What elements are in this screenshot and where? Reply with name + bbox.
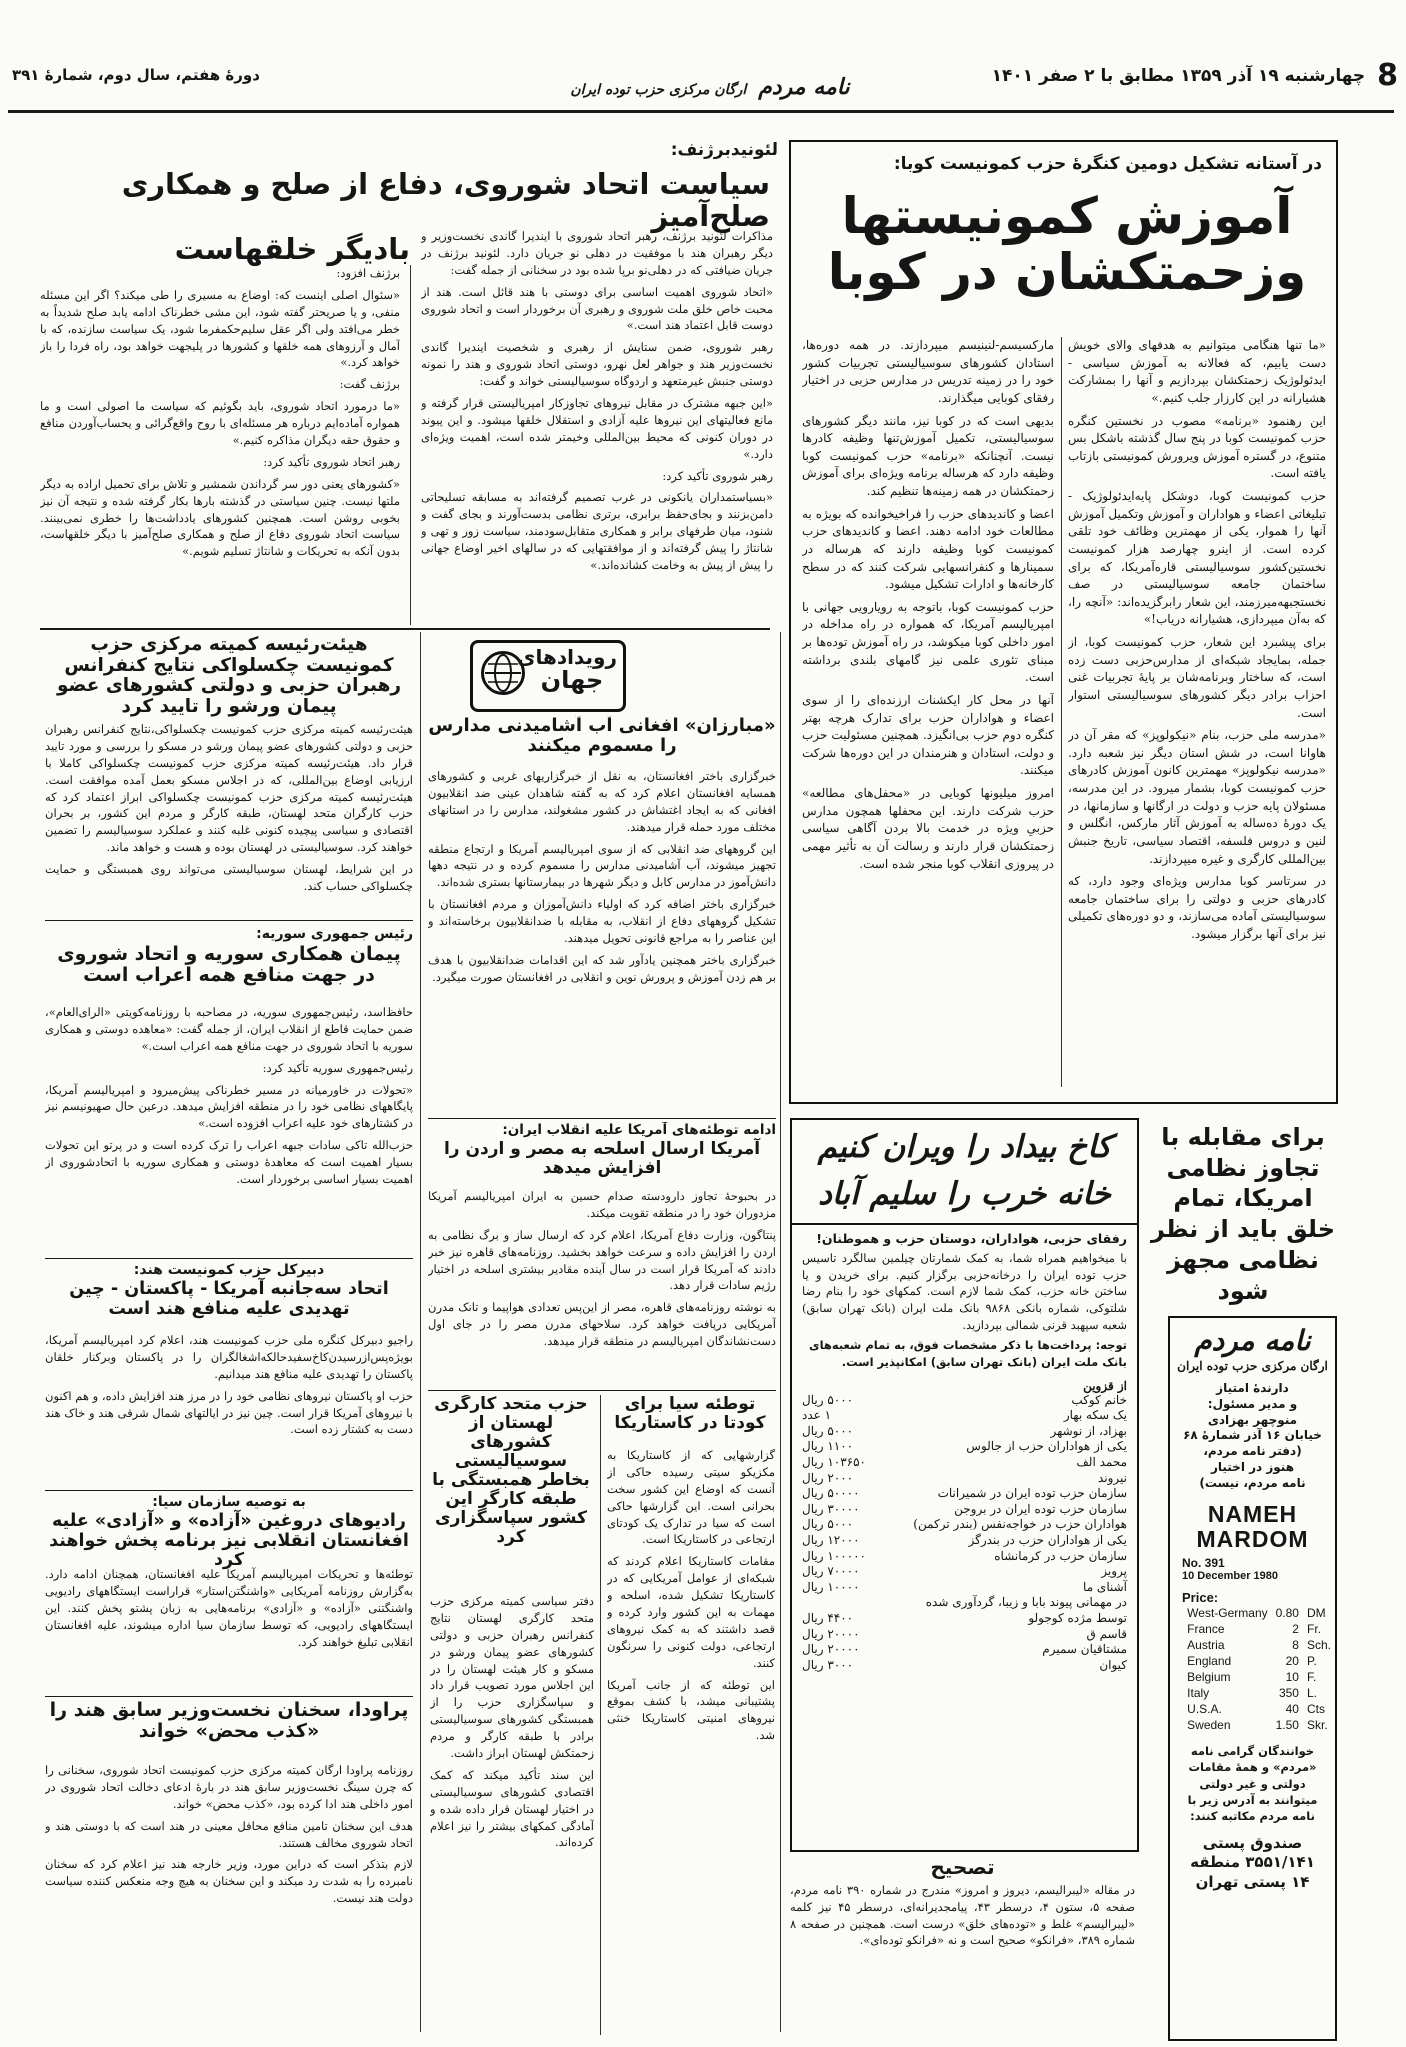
afghan-rule [428,1118,776,1119]
donation-name: خانم کوکب [1071,1392,1127,1407]
donation-amount: ۴۴۰۰ ریال [802,1611,854,1626]
cuba-paragraph: مارکسیسم-لنینیسم میپردازند. در همه دوره‌ها، استادان کشورهای سوسیالیستی تجربیات کشور خود را در زمینه تدریس در مدارس حزبی در اختیار رفقای کوبایی میگذارند. [802,338,1054,405]
poland-article [428,1395,594,2035]
price-unit: Fr. [1306,1622,1321,1637]
radio-kicker: به توصیه سازمان سیا: [152,1494,306,1510]
issue-no: No. 391 [1182,1556,1225,1571]
donation-amount: ۱۰۳۶۵۰ ریال [802,1455,866,1470]
price-row [1183,1637,1335,1653]
donation-amount: ۱۰۰۰۰۰ ریال [802,1548,866,1563]
donation-name: یکی از هواداران حزب از جالوس [966,1439,1127,1454]
afghan-paragraph: خبرگزاری باختر افغانستان، به نقل از خبرگزاریهای غربی و کشورهای همسایه افغانستان اعلام کرد که به گفته شاهدان عینی ضد انقلابیون افغانی که به ایجاد اغتشاش در کشور مشغولند، مدارس را در استانهای مختلف مورد حمله قرار میدهند. [428,769,776,834]
poland-paragraph: دفتر سیاسی کمیته مرکزی حزب متحد کارگری لهستان نتایج کنفرانس رهبران حزبی و دولتی کشورهای عضو پیمان ورشو در مسکو و کار هیئت لهستان را در این اجلاس مورد تصویب قرار داد و سپاسگزاری حزب را از همبستگی کشورهای سوسیالیستی برادر با طبقه کارگر و مردم زحمتکش لهستان ابراز داشت. [430,1594,594,1761]
correction-article [790,1856,1135,2036]
calligraphy-line-1: کاخ بیداد را ویران کنیم [817,1129,1112,1165]
cuba-paragraph: «ما تنها هنگامی میتوانیم به هدفهای والای خویش دست یابیم، که فعالانه به آموزش سیاسی - ایدئولوژیک زحمتکشان بپردازیم و آنها را بمشارکت هشیارانه در این کارزار جلب کنیم.» [1068,338,1326,405]
donation-amount: ۳۰۰۰۰ ریال [802,1501,860,1516]
brezhnev-column-divider [410,265,411,625]
czech-rule [45,920,413,921]
brezhnev-paragraph: رهبر شوروی، ضمن ستایش از رهبری و شخصیت ایندیرا گاندی نخست‌وزیر هند و جواهر لعل نهرو، دوستی اتحاد شوروی و هند را نمونه دوستی جنبش غیرمتعهد و اردوگاه سوسیالیستی خواند و گفت: [421,340,773,389]
donation-name: قاسم ق [1086,1626,1127,1641]
donation-row [802,1424,1127,1440]
issue-line: دورهٔ هفتم، سال دوم، شمارهٔ ۳۹۱ [12,66,260,84]
brezhnev-paragraph: برژنف گفت: [339,377,400,392]
arms-article [428,1122,776,1402]
cuba-column-left [802,337,1054,1092]
price-row [1183,1685,1335,1701]
calligraphy-line-2: خانه خرب را سلیم آباد [818,1175,1111,1212]
donation-row [802,1517,1127,1533]
syria-kicker: رئیس جمهوری سوریه: [256,926,413,942]
price-value: 8 [1292,1638,1299,1653]
radio-body [45,1566,413,1691]
donation-amount: ۱۱۰۰ ریال [802,1439,854,1454]
donation-row [802,1455,1127,1471]
brezhnev-paragraph: «بسیاستمداران یانکونی در غرب تصمیم گرفته‌اند به مسابقه تسلیحاتی دامن‌بزنند و بجای‌حفظ برابری، برتری نظامی بدست‌آورند و بجای گفت و شنود، میان طرفهای برابر و همکاری متقابل‌سودمند، سیاست زور و تهی و شانتاژ را پیش گرفته‌اند و از موافقتهایی که در سالهای اخیر اوضاع جهانی را پیش از پیش به وخامت کشانده‌اند.» [421,490,773,573]
donation-amount: ۷۰۰۰۰ ریال [802,1564,860,1579]
syria-paragraph: حافظ‌اسد، رئیس‌جمهوری سوریه، در مصاحبه با روزنامه‌کویتی «الرای‌العام»، ضمن حمایت قاطع از انقلاب ایران، از جمله گفت: «معاهده دوستی و همکاری سوریه با اتحاد شوروی در جهت منافع همه اعراب است.» [45,1005,413,1053]
costa-rica-paragraph: مقامات کاستاریکا اعلام کردند که شبکه‌ای از عوامل آمریکایی که در کاستاریکا تشکیل شده، اسلحه و مهمات به این کشور وارد کرده و قصد داشتند که به کمک نیروهای ارتجاعی، دولت کنونی را سرنگون کنند. [607,1554,775,1670]
donation-name: یک سکه بهار [1063,1408,1127,1423]
donation-name: سازمان حزب توده ایران در شمیرانات [937,1486,1127,1501]
donation-amount: ۵۰۰۰ ریال [802,1517,854,1532]
donation-row [802,1486,1127,1502]
price-unit: P. [1306,1654,1317,1669]
middle-bottom-divider [600,1395,601,2035]
donation-row [802,1408,1127,1424]
donation-amount: ۲۰۰۰ ریال [802,1470,854,1485]
radio-paragraph: توطئه‌ها و تحریکات امپریالیسم آمریکا علیه افغانستان، همچنان ادامه دارد. به‌گزارش روزنامه آمریکایی «واشنگتن‌استار» قراراست ایستگاههای رادیویی واشنگتنی «آزاده» و «آزادی» برنامه‌هایی به زبان پشتو پخش کنند. این ایستگاههای رادیویی، که توسط سازمان سیا اداره میشوند، علیه افغانستان انقلابی تبلیغ خواهند کرد. [45,1567,413,1649]
price-value: 20 [1285,1654,1299,1669]
afghan-paragraph: خبرگزاری باختر اضافه کرد که اولیاء دانش‌آموزان و مردم افغانستان با تشکیل گروههای دفاع از انقلاب، به مقابله با ضدانقلابیون برخاسته‌اند و این عناصر را به مراجع قانونی تحویل میدهند. [428,897,776,946]
brezhnev-paragraph: «این جبهه مشترک در مقابل نیروهای تجاوزکار امپریالیستی قرار گرفته و مانع فعالیتهای این نیروها علیه آزادی و استقلال خلقها میشود. و این پیوند در دوران کنونی که محیط بین‌المللی وخیمتر شده است، اهمیت ویژه‌ای دارد.» [421,396,773,461]
pobox [1170,1834,1335,1893]
donation-amount: ۱ عدد [802,1408,832,1423]
pobox-line-1: صندوق پستی [1202,1833,1303,1852]
pravda-body [45,1762,413,2027]
afghan-body [428,768,776,1113]
brezhnev-bottom-rule [40,628,770,630]
price-unit: L. [1306,1686,1317,1701]
donation-name: توسط مژده کوجولو [1028,1611,1127,1626]
donation-row [802,1439,1127,1455]
syria-paragraph: حزب‌الله تاکی سادات جبهه اعراب را ترک کرده است و در پرتو این تحولات بسیار اهمیت است که معاهدهٔ دوستی و همکاری سوریه با اتحادشوروی از اهمیت بسیار اساسی برخوردار است. [45,1138,413,1187]
page-number: 8 [1377,58,1398,88]
donation-amount: ۲۰۰۰۰ ریال [802,1626,860,1641]
syria-paragraph: رئیس‌جمهوری سوریه تأکید کرد: [262,1060,413,1075]
masthead-title: نامه مردم [1194,1324,1311,1357]
price-unit: Skr. [1306,1718,1328,1733]
price-value: 10 [1285,1670,1299,1685]
poland-title: حزب متحد کارگری لهستان از کشورهای سوسیالیستی بخاطر همبستگی با طبقه کارگر این کشور سپاسگزاری کرد [432,1395,590,1548]
arms-paragraph: در بحبوحهٔ تجاوز دارودسته صدام حسین به ایران امپریالیسم آمریکا مزدوران خود را در منطقه تقویت میکند. [428,1189,776,1220]
price-value: 40 [1285,1702,1299,1717]
price-row [1183,1701,1335,1717]
editor-line: و مدیر مسئول: [1207,1396,1298,1411]
brezhnev-title-line-1: سیاست اتحاد شوروی، دفاع از صلح و همکاری صلح‌آمیز [121,168,770,234]
header-paper-subtitle: ارگان مرکزی حزب توده ایران [570,82,747,98]
brezhnev-kicker: لئونیدبرژنف: [670,140,778,160]
donation-row [802,1611,1127,1627]
price-unit: Cts [1306,1702,1325,1717]
donation-row [802,1627,1127,1643]
cuba-title [812,188,1322,300]
pakistan-paragraph: راجیو دبیرکل کنگره ملی حزب کمونیست هند، اعلام کرد امپریالیسم آمریکا، بویژه‌پس‌ازرسیدن‌کاخ‌سفیدحالکه‌اشغالگران را در پاکستان وبرکنار خلقان پاکستان را تهدیدی علیه منافع هند میدانیم. [45,1333,413,1381]
donation-name: نیروند [1097,1470,1127,1485]
header-date [858,58,1398,88]
donation-name: آشنای ما [1083,1579,1127,1594]
arms-paragraph: به نوشته روزنامه‌های قاهره، مصر از این‌پس تعدادی هواپیما و تانک مدرن آمریکایی دریافت خواهد کرد. سلاحهای مدرن مصر را در جای اول دست‌نشاندگان امپریالیسم در منطقه قرار میدهد. [428,1300,776,1349]
cuba-paragraph: بدیهی است که در کوبا نیز، مانند دیگر کشورهای سوسیالیستی، تکمیل آموزش‌تنها وظیفه کادرها نیست. آنچنانکه «برنامه» حزب کمونیست کوبا وظیفه دارد که هرساله برنامه ویژه‌ای برای آموزش زحمتکشان در همه زمینه‌ها تنظیم کند. [802,413,1054,498]
donation-name: سازمان حزب توده ایران در بروجن [954,1501,1127,1516]
pakistan-rule [45,1490,413,1491]
donation-list [802,1393,1127,1674]
editor-info [1170,1381,1335,1492]
price-table [1183,1605,1335,1733]
donation-amount: ۱۲۰۰۰ ریال [802,1533,860,1548]
editor-line: منوچهر بهزادی [1207,1412,1298,1427]
brezhnev-paragraph: «کشورهای یعنی دور سر گرداندن شمشیر و تلاش برای تحمیل اراده به دیگر ملتها نیست. چنین سیاستی در گذشته بارها بکار گرفته شده و نتیجه آن نیز بخوبی روشن است. همچنین کشورهای یادداشت‌ها را خطری نمی‌بینند. سیاست اتحاد شوروی دفاع از صلح و همکاری صلح‌آمیز با دیگر خلقهاست، بدون آنکه به تحریکات و شانتاژ تسلیم شویم.» [40,476,400,559]
cuba-paragraph: امروز میلیونها کوبایی در «محفل‌های مطالعه» حزب شرکت دارند. این محفلها همچون مدارس حزبیِ ویژه در خدمت بالا بردن آگاهی سیاسی زحمتکشان قرار دارند و رسالت آن به تأثیر مهمی در پیروزی انقلاب کوبا منجر شده است. [802,786,1054,871]
donation-intro: رفقای حزبی، هواداران، دوستان حزب و هموطنان! [816,1231,1127,1246]
arms-paragraph: پنتاگون، وزارت دفاع آمریکا، اعلام کرد که ارسال ساز و برگ نظامی به اردن را افزایش داده و سرعت خواهد بخشید. روزنامه‌های قاهره نیز خبر دادند که آمریکا قرار است در سال آینده مقادیر بیشتری اسلحه در اختیار رژیم سادات قرار دهد. [428,1227,776,1293]
price-row [1183,1653,1335,1669]
syria-body [45,1004,413,1254]
editor-line: دارندهٔ امتیاز [1216,1381,1289,1395]
cuba-article [789,140,1338,1104]
donation-list-title: از قزوین [1083,1378,1127,1393]
czech-paragraph: در این شرایط، لهستان سوسیالیستی می‌تواند روی همبستگی و حمایت چکسلواکی حساب کند. [45,862,413,894]
pakistan-paragraph: حزب او پاکستان نیروهای نظامی خود را در مرز هند افزایش داده، و هم اکنون با نیروهای آمریکا قرار است. چین نیز در ایالتهای شمال شرقی هند و خاک هند دست به کشتار زده است. [45,1388,413,1437]
pravda-title: پراودا، سخنان نخست‌وزیر سابق هند را «کذب محض» خواند [49,1700,409,1743]
price-country: England [1187,1654,1232,1669]
brezhnev-paragraph: «اتحاد شوروی اهمیت اساسی برای دوستی با هند قائل است. هند از محبت خاص خلق ملت شوروی و رهبری آن برخوردار است و اتحاد شوروی دوست قابل اعتماد هند است.» [421,284,773,333]
donation-amount: ۵۰۰۰ ریال [802,1392,854,1407]
price-label: Price: [1182,1590,1219,1606]
price-value: 1.50 [1275,1718,1299,1733]
radio-rule [45,1696,413,1697]
donation-name: مشتاقیان سمیرم [1042,1642,1127,1657]
cuba-paragraph: حزب کمونیست کوبا، باتوجه به رویارویی جهانی با امپریالیسم آمریکا، که همواره در راه مداخله در امور داخلی کوبا میکوشد، در راه آموزش توده‌ها بر مبنای تئوری علمی نیز گامهای بلندی برداشته است. [802,599,1054,685]
afghan-paragraph: این گروههای ضد انقلابی که از سوی امپریالیسم آمریکا و ارتجاع منطقه تجهیز میشوند، آب آشامیدنی مدارس را مسموم کرده و در نتیجه دهها دانش‌آموز در مدارس کابل و دیگر شهرها در بیمارستانها بستری شده‌اند. [428,841,776,890]
price-country: Belgium [1187,1670,1231,1685]
donation-row [802,1595,1127,1611]
cuba-title-line-1: آموزش کمونیستها [841,187,1293,245]
price-country: Austria [1187,1638,1225,1653]
brezhnev-paragraph: مذاکرات لئونید برژنف، رهبر اتحاد شوروی با ایندیرا گاندی نخست‌وزیر و دیگر رهبران هند با موفقیت در دهلی نو جریان دارد. لئونید برژنف در جریان ضیافتی که در دهلی‌نو برپا شده بود در سخنانی از جمله گفت: [421,229,773,277]
radio-title: رادیوهای دروغین «آزاده» و «آزادی» علیه افغانستان انقلابی نیز برنامه پخش خواهند کرد [49,1511,409,1571]
price-country: Sweden [1187,1718,1231,1733]
brezhnev-paragraph: رهبر شوروی تأکید کرد: [662,468,773,483]
price-row [1183,1669,1335,1685]
price-value: 2 [1292,1622,1299,1637]
pobox-line-2: ۳۵۵۱/۱۴۱ منطقه [1190,1853,1315,1872]
price-unit: Sch. [1306,1638,1331,1653]
donation-row [802,1564,1127,1580]
price-value: 350 [1278,1686,1299,1701]
correction-title: تصحیح [930,1856,995,1879]
world-logo-line-1: رویدادهای [517,645,617,669]
pobox-line-3: ۱۴ پستی تهران [1195,1872,1310,1891]
brezhnev-paragraph: رهبر اتحاد شوروی تأکید کرد: [263,454,400,469]
issue-date: 10 December 1980 [1182,1570,1279,1583]
donation-row [802,1471,1127,1487]
cuba-paragraph: این رهنمود «برنامه» مصوب در نخستین کنگره حزب کمونیست کوبا در پنج سال گذشته باشکل بس متنوع، در گستره آموزش ویرورش کمونیستی بازتاب یافته است. [1068,413,1326,481]
cuba-column-divider [1061,337,1062,1087]
brezhnev-paragraph: «سئوال اصلی اینست که: اوضاع به مسیری را طی میکند؟ اگر این مسئله منفی، و یا صریحتر گفته شود، این مشی خطرناک ادامه یابد صلح شدیداً به خطر می‌افتد ولی اگر عقل سلیم‌حکمفرما شود، یک سیاست سازنده، که با آمال و آرزوهای همه خلقها و کشورها در پلیجهت خواهد بود، راه فردا را باز خواهد کرد.» [40,287,400,370]
editor-line: نامه مردم، نیست) [1199,1475,1306,1490]
donation-amount: ۵۰۰۰۰ ریال [802,1486,860,1501]
donation-body: با میخواهیم همراه شما، به کمک شمارتان چیلمین سالگرد تاسیس حزب توده ایران را درخانه‌حزبی برگزار کنیم. برای خریدن و یا ساختن خانه حزب، کمک شما لازم است. کمکهای خود را بنام رضا شلتوکی، شماره بانکی ۹۸۶۸ بانک ملت ایران (بانک تهران سابق) شعبه سپهبد قرنی شمالی بپردازید. [802,1251,1127,1332]
donation-name: بهزاد، از نوشهر [1050,1423,1127,1438]
price-unit: F. [1306,1670,1317,1685]
donation-row [802,1658,1127,1674]
donation-name: یکی از هواداران حزب در بندرگز [968,1533,1127,1548]
czech-paragraph: هیئت‌رئیسه کمیته مرکزی حزب کمونیست چکسلواکی،نتایج کنفرانس رهبران حزبی و دولتی کشورهای عضو پیمان ورشو در مسکو را بررسی و مورد تایید قرار داد. هیئت‌رئیسه کمیته مرکزی حزب کمونیست چکسلواکی کاملا با ارزیابی اوضاع بین‌المللی، که در اجلاس مسکو بعمل آمده موافقت است. هیئت‌رئیسه کمیته مرکزی حزب کمونیست چکسلواکی ابراز اعتماد کرد که حزب کارگران متحد لهستان، طبقه کارگر و مردم این کشور، بر بحران اقتصادی و سیاسی پیچیده کنونی غلبه کنند و عملکرد سوسیالیسم را تضمین خواهند کرد. سوسیالیستی در لهستان بوده و هست و خواهد ماند. [45,722,413,855]
radio-article [45,1494,413,1694]
pravda-paragraph: هدف این سخنان تامین منافع محافل معینی در هند است که با دوستی هند و اتحاد شوروی مخالف هستند. [45,1818,413,1850]
left-column-divider [420,632,421,2032]
latin-title-line-2: MARDOM [1196,1526,1309,1553]
donation-name: در مهمانی پیوند بابا و زیبا، گردآوری شده [925,1595,1127,1610]
syria-title: پیمان همکاری سوریه و اتحاد شوروی در جهت منافع همه اعراب است [57,943,401,987]
donation-row [802,1393,1127,1409]
donation-amount: ۱۰۰۰۰ ریال [802,1579,860,1594]
donation-amount: ۲۰۰۰۰ ریال [802,1642,860,1657]
donation-calligraphy [792,1120,1137,1225]
czech-article [45,635,413,920]
header-masthead [560,74,860,112]
cuba-paragraph: «مدرسه ملی حزب، بنام «نیکولوپز» که مقر آن در هاوانا است، در شش استان دیگر نیز شعبه دارد. «مدرسه نیکولوپز» مهمترین کانون آموزش کادرهای حزب کمونیست کوبا، بشمار میرود. در این مدرسه، مسئولان پایه حزب و دولت در ارگانها و سازمانها، در یک دورهٔ ده‌ساله به آموزش آثار مارکس، انگلس و لنین و دروس فلسفه، اقتصاد سیاسی، تاریخ جنبش بین‌المللی کارگری و غیره میپردازند. [1068,728,1326,866]
price-country: France [1187,1622,1225,1637]
price-country: U.S.A. [1187,1702,1222,1717]
arms-title: آمریکا ارسال اسلحه به مصر و اردن را افزایش میدهد [443,1139,761,1179]
pravda-paragraph: لازم بتذکر است که دراین مورد، وزیر خارجه هند نیز اعلام کرد که سخنان نامبرده را به شدت رد میکند و این سخنان به هیچ وجه منعکس کننده سیاست دولت هند نیست. [45,1857,413,1906]
costa-rica-paragraph: این توطئه که از جانب آمریکا پشتیبانی میشد، با کشف بموقع نیروهای امنیتی کاستاریکا خنثی شد. [607,1677,775,1743]
cuba-title-line-2: وزحمتکشان در کوبا [827,243,1307,301]
donation-name: پرویز [1101,1564,1127,1579]
date-line: چهارشنبه ۱۹ آذر ۱۳۵۹ مطابق با ۲ صفر ۱۴۰۱ [991,65,1366,86]
price-unit: DM [1306,1606,1326,1621]
pakistan-kicker: دبیرکل حزب کمونیست هند: [133,1262,325,1278]
arms-rule [428,1390,776,1391]
masthead-box [1168,1316,1337,2041]
pravda-paragraph: روزنامه پراودا ارگان کمیته مرکزی حزب کمونیست اتحاد شوروی، سخنانی را که چرن سینگ نخست‌وزیر سابق هند در بارهٔ ادعای دخالت اتحاد شوروی در امور داخلی هند ادا کرده بود، «کذب محض» خواند. [45,1763,413,1811]
donation-row [802,1580,1127,1596]
price-row [1183,1717,1335,1733]
cuba-paragraph: آنها در محل کار ایکشنات ارزنده‌ای را از سوی اعضاء و هواداران حزب برای تدارک هرچه بهتر کنگره دوم حزب بی‌انگیزد. همچنین مسئولیت حزب و دولت، استادان و هنرمندان در این دوره‌ها شرکت میکنند. [802,692,1054,778]
masthead-subtitle: ارگان مرکزی حزب توده ایران [1177,1359,1328,1373]
donation-row [802,1533,1127,1549]
arms-body [428,1188,776,1398]
brezhnev-paragraph: «ما درمورد اتحاد شوروی، باید بگوئیم که سیاست ما اصولی است و ما همواره آماده‌ایم درباره هر مسئله‌ای با روح واقع‌گرائی و یحساب‌آوردن منافع و حقوق حقه دیگران مذاکره کنیم.» [40,399,400,448]
world-logo-line-2: جهان [540,666,604,694]
latin-title [1170,1502,1335,1553]
correction-body: در مقاله «لیبرالیسم، دیروز و امروز» مندرج در شماره ۳۹۰ نامه مردم، صفحه ۵، ستون ۴، درسطر ۴۳، پیامجدیرانه‌ای، درسطر ۴۵ نیز کلمه «لیبرالیسم» غلط و «توده‌های خلق» درست است. همچنین در صفحه ۸ شماره ۳۸۹، «فرانکو» صحیح است و نه «فرانکو توده‌ای». [790,1883,1135,1948]
syria-rule [45,1258,413,1259]
afghan-paragraph: خبرگزاری باختر همچنین یادآور شد که این اقدامات ضدانقلابیون با هدف بر هم زدن آموزش و پرورش نوین و انقلابی در افغانستان صورت میگیرد. [428,952,776,984]
donation-amount: ۳۰۰۰ ریال [802,1657,854,1672]
middle-column-divider [780,632,781,2032]
cuba-paragraph: اعضا و کاندیدهای حزب را فراخیخوانده که بویژه به مطالعات خود ادامه دهند. اعضا و کاندیدهای حزب کمونیست کوبا وظیفه دارند که هرساله در سمینارها و کنفرانسهایی شرکت کنند که در سطح کارخانه‌ها و ادارات تشکیل میشود. [802,506,1054,592]
header-paper-title: نامه مردم [758,74,850,100]
pravda-article [45,1700,413,2030]
costa-rica-body [607,1447,775,2032]
czech-body [45,721,413,916]
brezhnev-column-right [421,228,773,623]
brezhnev-paragraph: برژنف افزود: [336,266,400,280]
costa-rica-paragraph: گزارشهایی که از کاستاریکا به مکزیکو سیتی رسیده حاکی از آنست که اوضاع این کشور سخت بحرانی است. این گزارشها حاکی است که سیا در تدارک یک کودتای ارتجاعی در کاستاریکا است. [607,1448,775,1547]
cuba-kicker: در آستانه تشکیل دومین کنگرهٔ حزب کمونیست کوبا: [893,154,1322,174]
tudeh-call: برای مقابله با تجاوز نظامی امریکا، تمام خلق باید از نظر نظامی مجهز شود [1150,1123,1336,1305]
donation-name: محمد الف [1076,1455,1127,1470]
donation-amount: ۵۰۰۰ ریال [802,1423,854,1438]
czech-title: هیئت‌رئیسه کمیته مرکزی حزب کمونیست چکسلواکی نتایج کنفرانس رهبران حزبی و دولتی کشورهای عضو پیمان ورشو را تایید کرد [56,635,402,718]
price-row [1183,1605,1335,1621]
donation-name: سازمان حزب در کرمانشاه [994,1548,1127,1563]
poland-paragraph: این سند تأکید میکند که کمک اقتصادی کشورهای سوسیالیستی در اختیار لهستان قرار داده شده و آمادگی کمکهای بیشتر را نیز اعلام کرده‌اند. [430,1767,594,1850]
cuba-paragraph: در سرتاسر کوبا مدارس ویژه‌ای وجود دارد، که کادرهای حزبی و دولتی را برای ساختمان جامعه سوسیالیستی آماده می‌سازند، و دو دوره‌های تکمیلی نیز برای آنها برگزار میشود. [1068,874,1326,941]
pakistan-title: اتحاد سه‌جانبه آمریکا - پاکستان - چین تهدیدی علیه منافع هند است [69,1279,389,1319]
cuba-column-right [1068,337,1326,1092]
header-rule [8,110,1394,113]
donation-row [802,1549,1127,1565]
syria-article [45,926,413,1256]
donation-row [802,1642,1127,1658]
donation-row [802,1502,1127,1518]
editor-line: خیابان ۱۶ آذر شمارهٔ ۶۸ [1183,1428,1322,1443]
afghan-article [428,716,776,1116]
editor-line: (دفتر نامه مردم، [1203,1444,1302,1459]
costa-rica-title: توطئه سیا برای کودتا در کاستاریکا [614,1395,766,1434]
poland-body [430,1593,594,2033]
price-country: West-Germany [1187,1606,1268,1621]
cuba-paragraph: برای پیشبرد این شعار، حزب کمونیست کوبا، از جمله، بمایجاد شبکه‌ای از مدارس‌حزبی دست زده است، که ساختار وبرنامه‌شان بر پایهٔ تجربیات غنی احزاب برادر دیگر کشورهای سوسیالیستی استوار است. [1068,635,1326,720]
editor-line: هنوز در اختیار [1210,1460,1295,1475]
donation-note: توجه: پرداخت‌ها با ذکر مشخصات فوق، به تمام شعبه‌های بانک ملت ایران (بانک تهران سابق) امکانپذیر است. [809,1338,1127,1370]
syria-paragraph: «تحولات در خاورمیانه در مسیر خطرناکی پیش‌میرود و امپریالیسم آمریکا، پایگاههای نظامی خود را در منطقه افزایش میدهد. درعین حال صهیونیسم نیز در کشتارهای خود علیه اعراب افزوده است.» [45,1082,413,1131]
donation-name: کیوان [1099,1657,1127,1672]
world-events-logo [470,640,626,712]
price-value: 0.80 [1275,1606,1299,1621]
arms-kicker: ادامه توطئه‌های آمریکا علیه انقلاب ایران: [502,1122,776,1138]
price-country: Italy [1187,1686,1210,1701]
donation-box [790,1118,1139,1852]
price-row [1183,1621,1335,1637]
pakistan-article [45,1262,413,1487]
donation-name: هواداران حزب در خواجه‌نفس (بندر ترکمن) [913,1517,1127,1532]
brezhnev-title-line-2: بادیگر خلقهاست [174,231,410,266]
cuba-paragraph: حزب کمونیست کوبا، دوشکل پایه‌ایدئولوژیک - تبلیغاتی اعضاء و هواداران و آموزش وتکمیل آموزش آنها را هموار، یکی از مهمترین وظائف خود تلقی کرده است. از اینرو چهارصد هزار کمونیست نخستین‌کشور سوسیالیستی قاره‌آمریکا، که برای ساختمان جامعه سوسیالیستی در صف نخستجبهه‌میرزمند، این شعار رابرگزیده‌اند: «آنچه را، که به‌آن میپردازی، هشیارانه دریاب!» [1068,489,1326,627]
costa-rica-article [605,1395,775,2035]
pakistan-body [45,1332,413,1482]
afghan-title: «مبارزان» افغانی آب آشامیدنی مدارس را مسموم میکنند [428,716,776,757]
readers-note: خوانندگان گرامی نامه «مردم» و همهٔ مقامات دولتی و غیر دولتی میتوانند به آدرس زیر با نامه مردم مکاتبه کنند: [1187,1744,1318,1823]
brezhnev-column-left [40,265,400,625]
latin-title-line-1: NAMEH [1207,1500,1298,1527]
